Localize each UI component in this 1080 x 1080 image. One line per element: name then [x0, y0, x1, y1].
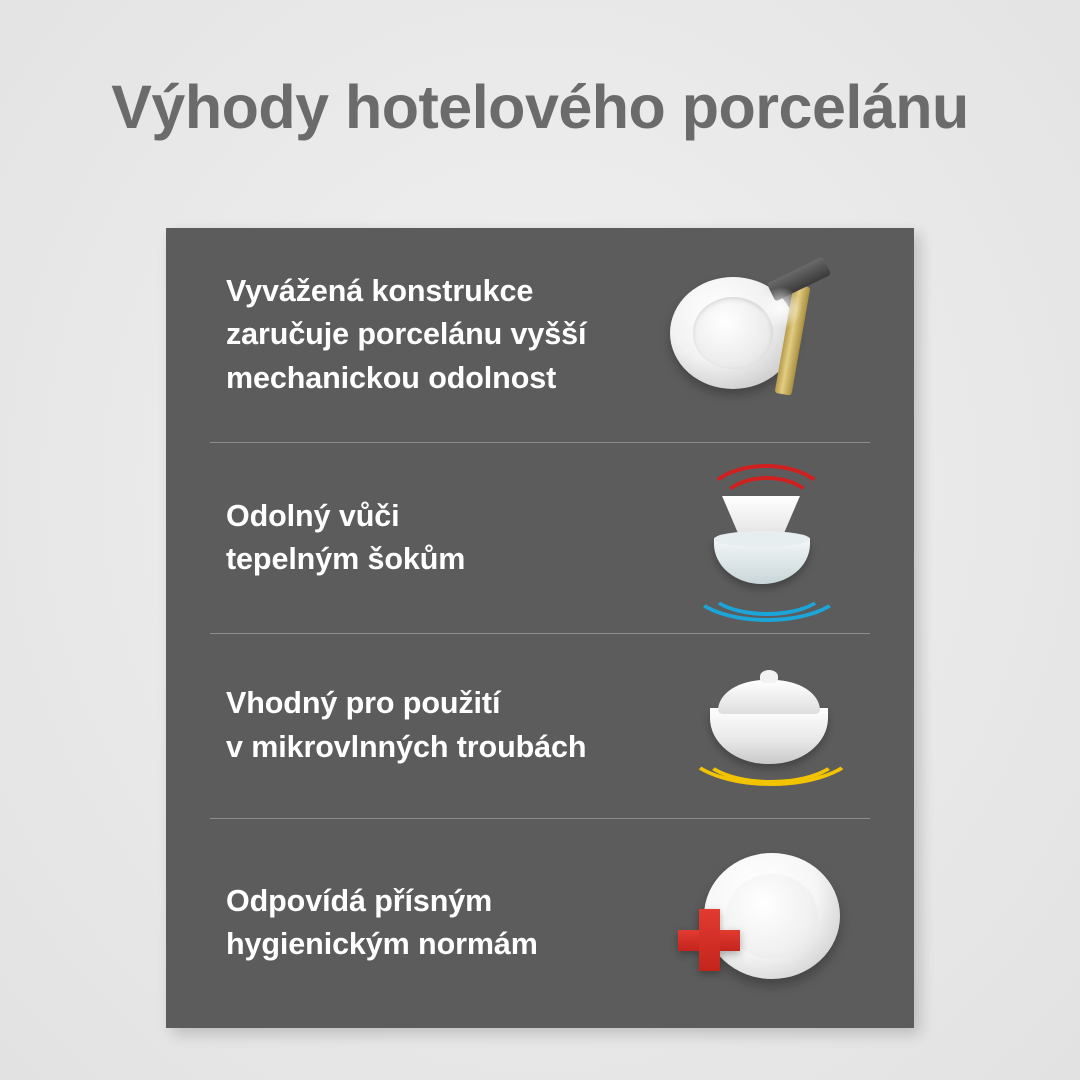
benefit-text: Vyvážená konstrukce zaručuje porcelánu vyšší mechanickou odolnost — [226, 274, 587, 395]
cold-wave-shape — [706, 560, 828, 616]
microwave-tureen-icon — [664, 646, 874, 806]
benefit-text: Odolný vůči tepelným šokům — [226, 498, 466, 576]
page-title: Výhody hotelového porcelánu — [111, 73, 969, 141]
medical-cross-icon — [678, 909, 740, 971]
benefit-text: Vhodný pro použití v mikrovlnných troubách — [226, 686, 587, 764]
cross-bar-vertical — [699, 909, 720, 971]
list-item — [166, 228, 914, 442]
benefits-list — [166, 228, 914, 1028]
plate-hammer-icon — [664, 255, 874, 415]
list-item — [166, 819, 914, 1028]
impact-spark-shape — [760, 287, 802, 329]
tureen-knob-shape — [760, 670, 778, 683]
benefits-panel — [166, 228, 914, 1028]
list-item — [166, 634, 914, 818]
list-item — [166, 443, 914, 632]
plate-medical-cross-icon — [664, 843, 874, 1003]
thermal-shock-icon — [664, 458, 874, 618]
tureen-lid-shape — [718, 680, 820, 714]
benefit-text: Odpovídá přísným hygienickým normám — [226, 884, 538, 962]
